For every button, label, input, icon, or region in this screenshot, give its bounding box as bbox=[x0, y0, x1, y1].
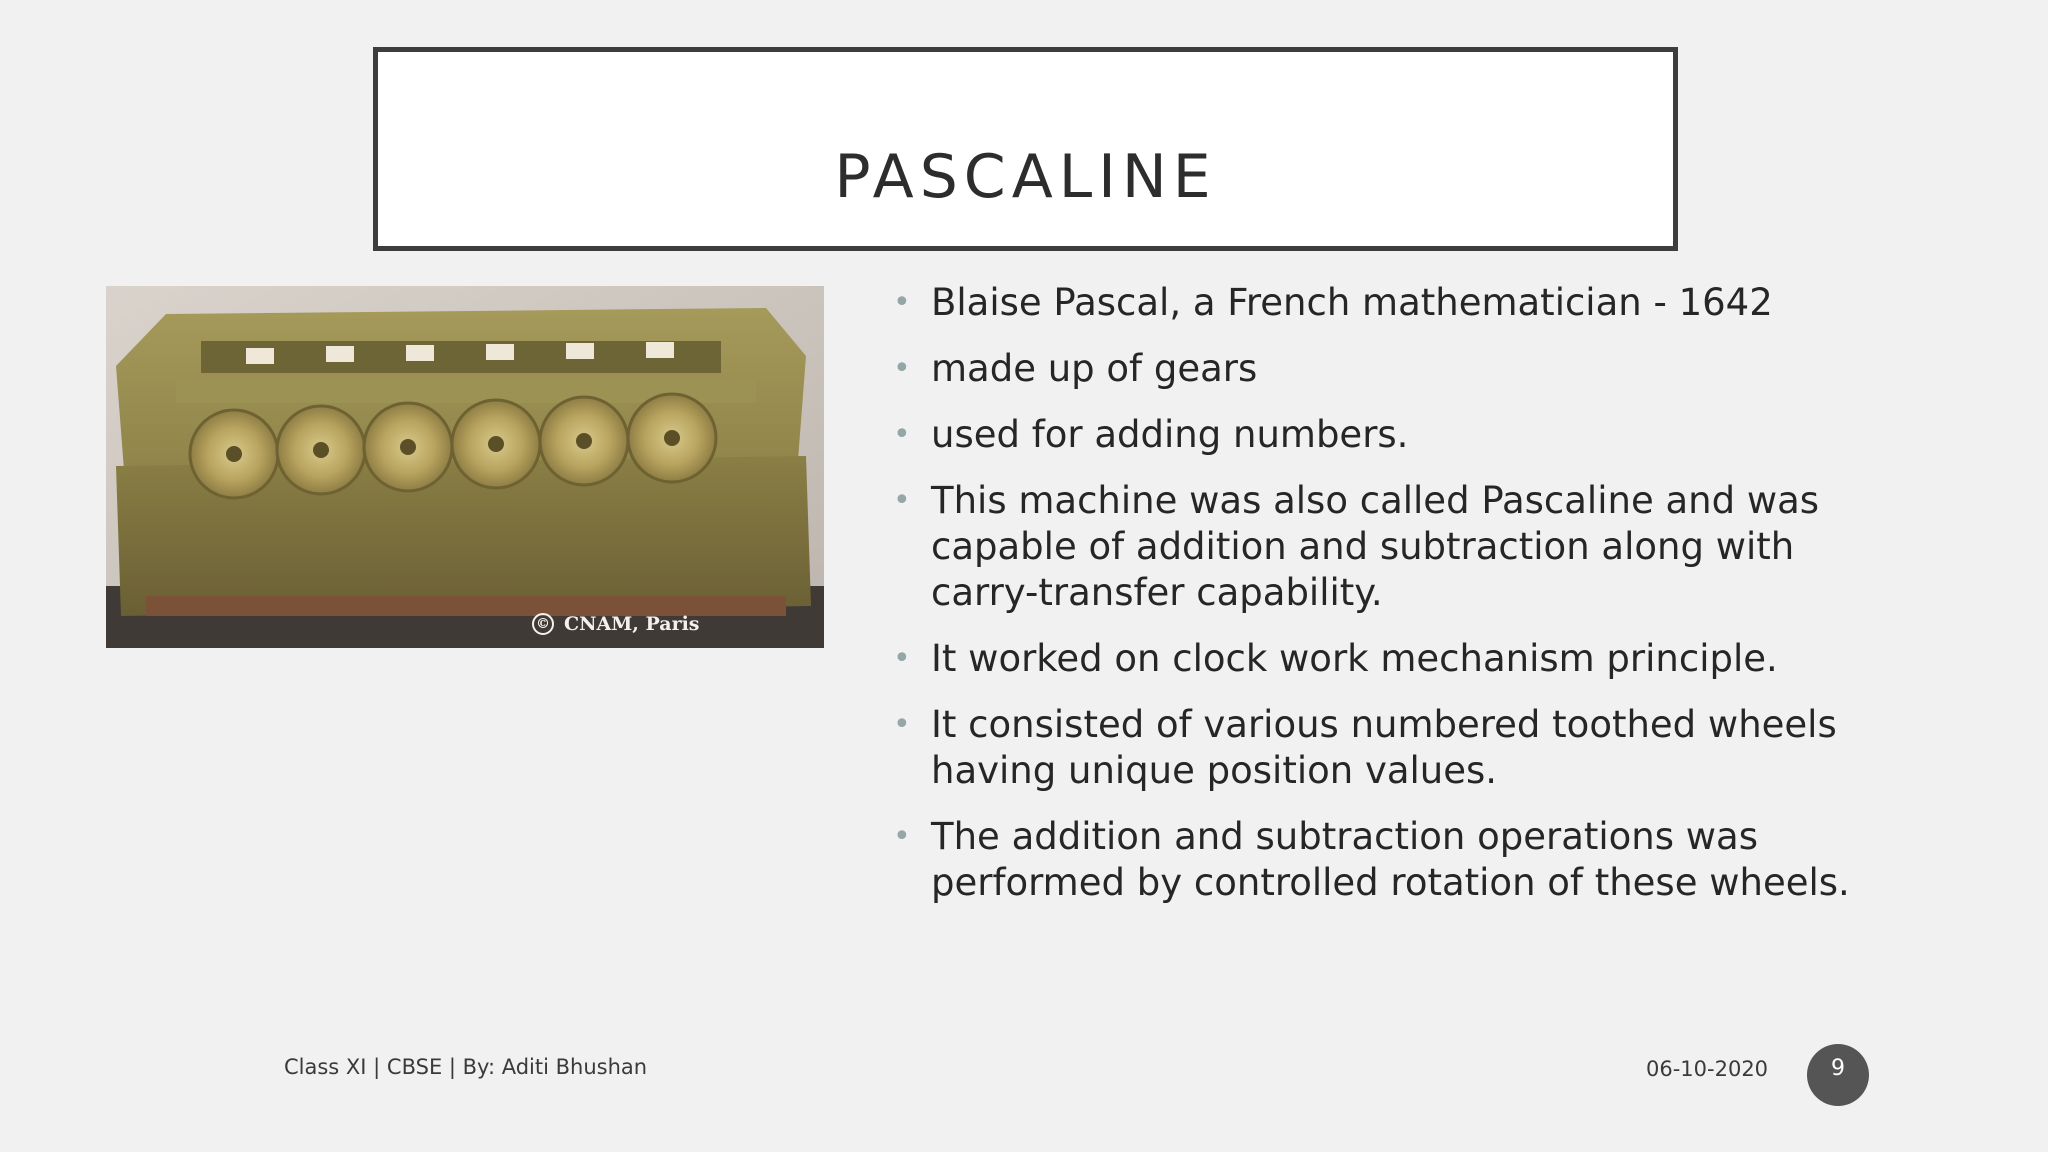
slide-title: PASCALINE bbox=[834, 142, 1217, 212]
bullet-dot-icon: • bbox=[893, 351, 911, 386]
bullet-dot-icon: • bbox=[893, 707, 911, 742]
bullet-text: used for adding numbers. bbox=[931, 413, 1409, 456]
bullet-item bbox=[893, 702, 1903, 794]
bullet-text: made up of gears bbox=[931, 347, 1258, 390]
bullet-text: It consisted of various numbered toothed wheels having unique position values. bbox=[931, 703, 1837, 792]
bullet-dot-icon: • bbox=[893, 641, 911, 676]
page-number-badge: 9 bbox=[1807, 1044, 1869, 1106]
bullet-text: It worked on clock work mechanism principle. bbox=[931, 637, 1778, 680]
bullet-item bbox=[893, 814, 1903, 906]
bullet-item bbox=[893, 478, 1903, 616]
bullet-dot-icon: • bbox=[893, 819, 911, 854]
copyright-icon: © bbox=[532, 613, 554, 635]
footer-date: 06-10-2020 bbox=[1646, 1057, 1769, 1081]
bullet-dot-icon: • bbox=[893, 417, 911, 452]
pascaline-photo bbox=[106, 286, 824, 648]
title-box bbox=[373, 47, 1678, 251]
image-credit-text: CNAM, Paris bbox=[564, 613, 700, 635]
bullet-text: This machine was also called Pascaline and was capable of addition and subtraction along with carry-transfer capability. bbox=[931, 479, 1820, 614]
bullet-item bbox=[893, 280, 1903, 326]
bullet-item bbox=[893, 636, 1903, 682]
image-credit bbox=[532, 613, 700, 635]
bullet-text: Blaise Pascal, a French mathematician - 1642 bbox=[931, 281, 1773, 324]
bullet-text: The addition and subtraction operations was performed by controlled rotation of these wheels. bbox=[931, 815, 1850, 904]
bullet-item bbox=[893, 412, 1903, 458]
pascaline-illustration bbox=[106, 286, 824, 648]
bullet-list bbox=[893, 280, 1903, 926]
footer-author: Class XI | CBSE | By: Aditi Bhushan bbox=[284, 1055, 648, 1079]
bullet-dot-icon: • bbox=[893, 285, 911, 320]
bullet-dot-icon: • bbox=[893, 483, 911, 518]
bullet-item bbox=[893, 346, 1903, 392]
